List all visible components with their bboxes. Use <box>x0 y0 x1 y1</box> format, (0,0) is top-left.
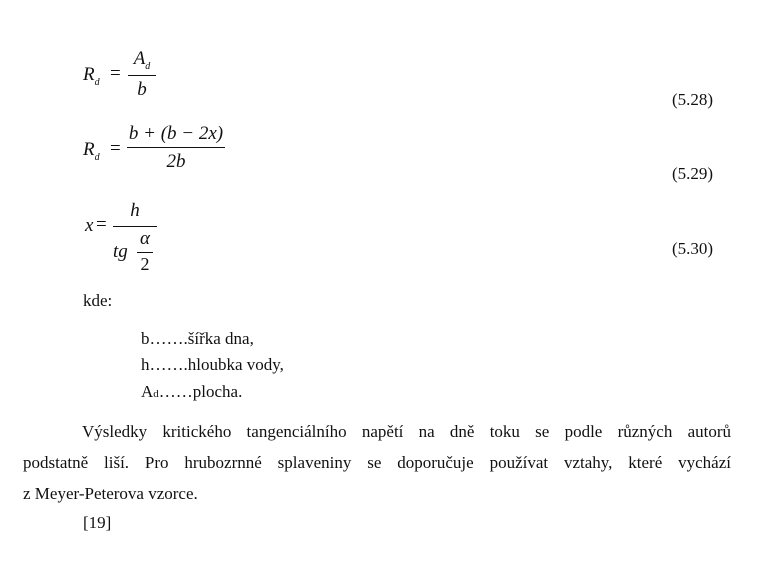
definition-h: h…….hloubka vody, <box>141 355 284 374</box>
paragraph <box>23 416 731 509</box>
equation-5-28-fraction: $A_d$ b <box>128 48 156 101</box>
fraction-bar <box>113 226 157 227</box>
paragraph-line-3: z Meyer-Peterova vzorce. <box>23 484 198 503</box>
where-label: kde: <box>83 291 113 310</box>
equals-sign: = <box>110 138 121 159</box>
reference: [19] <box>83 513 112 532</box>
fraction-bar <box>137 252 153 253</box>
paragraph-line-1: Výsledky kritického tangenciálního napětí na dně toku se podle různých autorů <box>82 422 731 441</box>
equals-sign: = <box>96 214 107 235</box>
equation-5-30-lhs: x <box>85 215 94 236</box>
equation-number-5-28: (5.28) <box>672 90 714 109</box>
equation-5-29-fraction: b + (b − 2x) 2b <box>128 123 224 172</box>
equation-5-30-numerator: h <box>130 200 140 221</box>
equation-5-29-lhs: $R_d$ <box>83 139 100 163</box>
definition-b: b…….šířka dna, <box>141 329 254 348</box>
equals-sign: = <box>110 63 121 84</box>
equation-number-5-29: (5.29) <box>672 164 714 183</box>
equation-5-30-denominator-prefix: tg <box>113 241 128 262</box>
equation-5-30-alpha: α <box>140 228 150 249</box>
definition-ad: Ad……plocha. <box>141 382 243 401</box>
equation-5-30-two: 2 <box>140 254 150 274</box>
equation-5-28-lhs: $R_d$ <box>83 64 100 88</box>
paragraph-line-2: podstatně liší. Pro hrubozrnné splaveniny se doporučuje používat vztahy, které vychází <box>23 453 731 472</box>
equation-number-5-30: (5.30) <box>672 239 714 258</box>
